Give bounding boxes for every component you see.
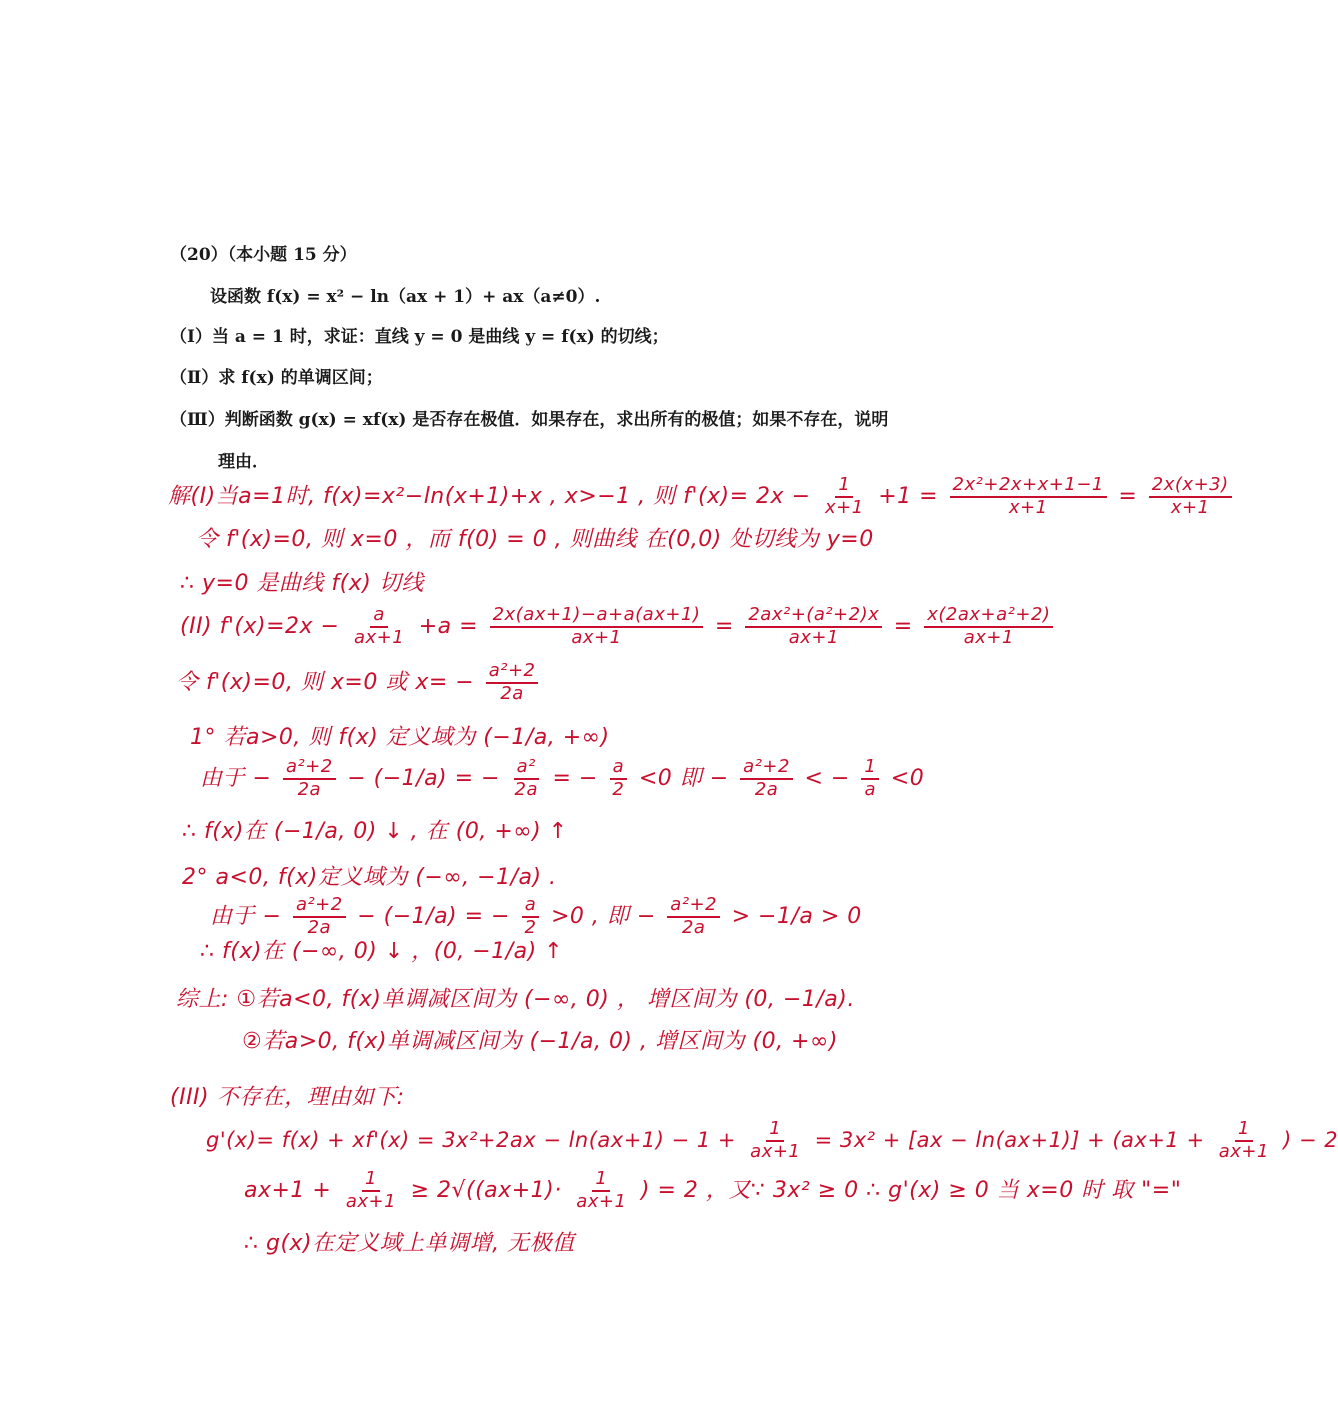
- fraction: [667, 896, 720, 938]
- math-text: <0: [890, 765, 925, 791]
- fraction-denominator: ax+1: [1218, 1140, 1269, 1162]
- fraction-numerator: a: [522, 896, 540, 918]
- fraction-numerator: 2ax²+(a²+2)x: [745, 606, 882, 628]
- fraction: [745, 606, 882, 648]
- math-text: +a =: [418, 613, 479, 639]
- fraction-denominator: x+1: [1170, 496, 1210, 518]
- fraction-numerator: a: [610, 758, 628, 780]
- math-text: 解(I)当a=1时, f(x)=x²−ln(x+1)+x , x>−1 , 则 f'(x)= 2x −: [168, 483, 811, 509]
- fraction-numerator: 1: [835, 476, 853, 498]
- solution-line-17: ∴ g(x)在定义域上单调增, 无极值: [244, 1231, 575, 1256]
- fraction: [490, 606, 704, 648]
- fraction-numerator: x(2ax+a²+2): [924, 606, 1053, 628]
- fraction: [573, 1170, 629, 1212]
- fraction-denominator: 2: [612, 778, 625, 800]
- fraction-numerator: 2x²+2x+x+1−1: [950, 476, 1107, 498]
- math-text: =: [1118, 483, 1138, 509]
- fraction-numerator: a²: [514, 758, 539, 780]
- solution-line-3: ∴ y=0 是曲线 f(x) 切线: [180, 571, 424, 596]
- fraction-numerator: 1: [1235, 1120, 1253, 1142]
- solution-line-11: ∴ f(x)在 (−∞, 0) ↓ ，(0, −1/a) ↑: [200, 939, 564, 964]
- problem-part-3: （Ⅲ）判断函数 g(x) = xf(x) 是否存在极值．如果存在，求出所有的极值；如果不存在，说明: [170, 410, 889, 430]
- math-text: − (−1/a) = −: [347, 765, 500, 791]
- solution-line-1: [168, 476, 1236, 518]
- problem-part-2: （Ⅱ）求 f(x) 的单调区间；: [170, 368, 383, 388]
- fraction-numerator: 2x(ax+1)−a+a(ax+1): [490, 606, 704, 628]
- math-text: 令 f'(x)=0, 则 x=0 或 x= −: [176, 669, 475, 695]
- fraction-denominator: 2: [524, 916, 537, 938]
- solution-line-2: 令 f'(x)=0, 则 x=0 ，而 f(0) = 0 , 则曲线 在(0,0) 处切线为 y=0: [196, 527, 874, 552]
- problem-header: （20）（本小题 15 分）: [170, 245, 357, 265]
- fraction: [740, 758, 793, 800]
- math-text: >0 , 即 −: [550, 903, 656, 929]
- fraction-denominator: ax+1: [354, 626, 405, 648]
- math-text: ) = 2 ，又∵ 3x² ≥ 0 ∴ g'(x) ≥ 0 当 x=0 时 取 "=": [640, 1177, 1182, 1203]
- solution-line-7: [200, 758, 924, 800]
- solution-line-10: [210, 896, 862, 938]
- solution-line-14: (III) 不存在，理由如下:: [170, 1085, 405, 1110]
- math-text: − (−1/a) = −: [357, 903, 510, 929]
- solution-line-8: ∴ f(x)在 (−1/a, 0) ↓ , 在 (0, +∞) ↑: [182, 819, 568, 844]
- math-text: = 3x² + [ax − ln(ax+1)] + (ax+1 +: [814, 1127, 1205, 1152]
- fraction: [747, 1120, 803, 1162]
- fraction: [283, 758, 336, 800]
- math-text: ax+1 +: [244, 1177, 332, 1203]
- math-text: ) − 2: [1283, 1127, 1338, 1152]
- solution-line-16: [244, 1170, 1181, 1212]
- fraction-numerator: a²+2: [283, 758, 336, 780]
- fraction-denominator: 2a: [500, 682, 524, 704]
- fraction: [609, 758, 627, 800]
- fraction-denominator: ax+1: [788, 626, 839, 648]
- math-text: g'(x)= f(x) + xf'(x) = 3x²+2ax − ln(ax+1) − 1 +: [206, 1127, 736, 1152]
- solution-line-15: [206, 1120, 1338, 1162]
- math-text: 由于 −: [210, 903, 282, 929]
- solution-line-4: [180, 606, 1057, 648]
- problem-setup: 设函数 f(x) = x² − ln（ax + 1）+ ax（a≠0）.: [210, 287, 601, 307]
- fraction-denominator: x+1: [825, 496, 864, 518]
- solution-line-12: 综上: ①若a<0, f(x)单调减区间为 (−∞, 0) ， 增区间为 (0, −1/a).: [176, 987, 855, 1012]
- problem-part-1: （Ⅰ）当 a = 1 时，求证：直线 y = 0 是曲线 y = f(x) 的切线；: [170, 327, 669, 347]
- solution-line-9: 2° a<0, f(x)定义域为 (−∞, −1/a) .: [182, 865, 557, 890]
- fraction-numerator: a²+2: [486, 662, 539, 684]
- math-text: < −: [804, 765, 850, 791]
- fraction: [293, 896, 346, 938]
- fraction: [822, 476, 867, 518]
- fraction-denominator: 2a: [681, 916, 706, 938]
- fraction: [351, 606, 407, 648]
- fraction-denominator: ax+1: [571, 626, 622, 648]
- fraction: [343, 1170, 399, 1212]
- fraction: [861, 758, 879, 800]
- math-text: 由于 −: [200, 765, 272, 791]
- fraction: [950, 476, 1107, 518]
- fraction: [1149, 476, 1232, 518]
- fraction-denominator: 2a: [297, 778, 322, 800]
- solution-line-6: 1° 若a>0, 则 f(x) 定义域为 (−1/a, +∞): [190, 725, 610, 750]
- fraction-denominator: a: [864, 778, 877, 800]
- fraction-denominator: 2a: [514, 778, 538, 800]
- problem-part-3-continued: 理由．: [218, 452, 269, 472]
- math-text: = −: [552, 765, 598, 791]
- fraction: [522, 896, 540, 938]
- fraction-numerator: 2x(x+3): [1149, 476, 1232, 498]
- math-text: ≥ 2√((ax+1)·: [410, 1177, 562, 1203]
- fraction: [486, 662, 539, 704]
- fraction-denominator: 2a: [754, 778, 779, 800]
- fraction-denominator: ax+1: [963, 626, 1014, 648]
- math-text: <0 即 −: [638, 765, 729, 791]
- fraction: [512, 758, 541, 800]
- math-text: (II) f'(x)=2x −: [180, 613, 340, 639]
- fraction-denominator: x+1: [1008, 496, 1048, 518]
- fraction-numerator: a²+2: [293, 896, 346, 918]
- fraction-numerator: 1: [362, 1170, 380, 1192]
- fraction: [924, 606, 1053, 648]
- math-text: =: [714, 613, 734, 639]
- fraction-numerator: a²+2: [740, 758, 793, 780]
- fraction-numerator: 1: [861, 758, 879, 780]
- fraction-numerator: 1: [766, 1120, 784, 1142]
- math-text: =: [893, 613, 913, 639]
- fraction: [1216, 1120, 1272, 1162]
- solution-line-5: [176, 662, 542, 704]
- fraction-denominator: ax+1: [345, 1190, 397, 1212]
- math-text: +1 =: [878, 483, 939, 509]
- solution-line-13: ②若a>0, f(x)单调减区间为 (−1/a, 0) , 增区间为 (0, +∞): [242, 1029, 838, 1054]
- fraction-denominator: 2a: [307, 916, 332, 938]
- math-text: > −1/a > 0: [731, 903, 862, 929]
- fraction-numerator: 1: [592, 1170, 610, 1192]
- fraction-denominator: ax+1: [750, 1140, 801, 1162]
- fraction-numerator: a²+2: [667, 896, 720, 918]
- fraction-numerator: a: [370, 606, 388, 628]
- fraction-denominator: ax+1: [576, 1190, 627, 1212]
